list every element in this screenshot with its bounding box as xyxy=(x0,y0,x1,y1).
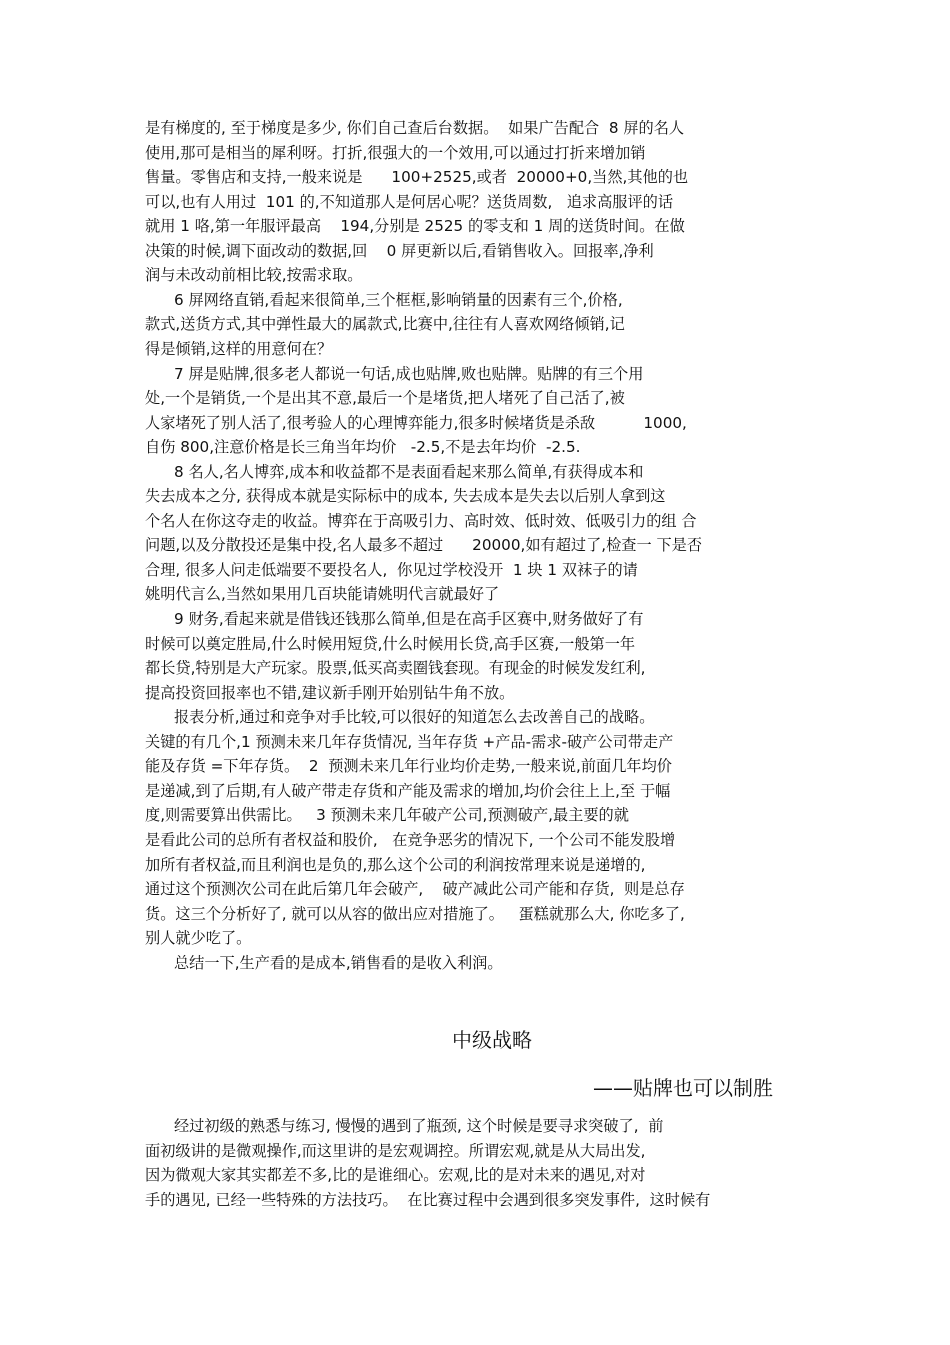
text-line: 提高投资回报率也不错,建议新手刚开始别钻牛角不放。 xyxy=(145,683,515,702)
text-line: 别人就少吃了。 xyxy=(145,929,252,948)
text-line: 姚明代言么,当然如果用几百块能请姚明代言就最好了 xyxy=(145,585,500,604)
text-line: 售量。零售店和支持,一般来说是 100+2525,或者 20000+0,当然,其他的也 xyxy=(145,168,689,187)
text-line: 款式,送货方式,其中弹性最大的属款式,比赛中,往往有人喜欢网络倾销,记 xyxy=(145,315,625,334)
text-line: 是有梯度的, 至于梯度是多少, 你们自己查后台数据。 如果广告配合 8 屏的名人 xyxy=(145,119,685,137)
text-line: 报表分析,通过和竞争对手比较,可以很好的知道怎么去改善自己的战略。 xyxy=(145,708,655,727)
section-subtitle: ——贴牌也可以制胜 xyxy=(593,1076,773,1100)
text-line: 因为微观大家其实都差不多,比的是谁细心。宏观,比的是对未来的遇见,对对 xyxy=(145,1166,646,1184)
text-line: 关键的有几个,1 预测未来几年存货情况, 当年存货 +产品-需求-破产公司带走产 xyxy=(145,732,674,751)
text-line: 8 名人,名人博弈,成本和收益都不是表面看起来那么简单,有获得成本和 xyxy=(145,462,644,481)
text-line: 个名人在你这夺走的收益。博弈在于高吸引力、高时效、低时效、低吸引力的组 合 xyxy=(145,511,697,530)
text-line: 经过初级的熟悉与练习, 慢慢的遇到了瓶颈, 这个时候是要寻求突破了, 前 xyxy=(145,1117,664,1135)
text-line: 都长贷,特别是大产玩家。股票,低买高卖圈钱套现。有现金的时候发发红利, xyxy=(145,659,646,678)
text-line: 6 屏网络直销,看起来很简单,三个框框,影响销量的因素有三个,价格, xyxy=(145,290,623,309)
text-line: 润与未改动前相比较,按需求取。 xyxy=(145,266,363,285)
text-line: 处,一个是销货,一个是出其不意,最后一个是堵货,把人堵死了自己活了,被 xyxy=(145,389,625,408)
text-line: 时候可以奠定胜局,什么时候用短贷,什么时候用长贷,高手区赛,一般第一年 xyxy=(145,634,636,653)
text-line: 得是倾销,这样的用意何在？ xyxy=(145,339,333,358)
text-line: 是递减,到了后期,有人破产带走存货和产能及需求的增加,均价会往上上,至 于幅 xyxy=(145,781,671,800)
text-line: 能及存货 =下年存货。 2 预测未来几年行业均价走势,一般来说,前面几年均价 xyxy=(145,757,672,776)
text-line: 总结一下,生产看的是成本,销售看的是收入利润。 xyxy=(145,953,503,972)
text-line: 度,则需要算出供需比。 3 预测未来几年破产公司,预测破产,最主要的就 xyxy=(145,806,629,825)
text-line: 人家堵死了别人活了,很考验人的心理博弈能力,很多时候堵货是杀敌 1000, xyxy=(145,413,687,432)
section-title: 中级战略 xyxy=(452,1028,532,1052)
text-line: 货。这三个分析好了, 就可以从容的做出应对措施了。 蛋糕就那么大, 你吃多了, xyxy=(145,904,685,923)
text-line: 合理, 很多人问走低端要不要投名人, 你见过学校没开 1 块 1 双袜子的请 xyxy=(145,560,638,579)
text-line: 可以,也有人用过 101 的,不知道那人是何居心呢？送货周数, 追求高服评的话 xyxy=(145,192,674,211)
text-line: 使用,那可是相当的犀利呀。打折,很强大的一个效用,可以通过打折来增加销 xyxy=(145,143,646,162)
text-line: 是看此公司的总所有者权益和股价, 在竞争恶劣的情况下, 一个公司不能发股增 xyxy=(145,830,676,849)
text-line: 就用 1 咯,第一年服评最高 194,分别是 2525 的零支和 1 周的送货时间。在做 xyxy=(145,217,685,236)
text-line: 通过这个预测次公司在此后第几年会破产, 破产减此公司产能和存货, 则是总存 xyxy=(145,880,685,899)
text-line: 加所有者权益,而且利润也是负的,那么这个公司的利润按常理来说是递增的, xyxy=(145,855,646,874)
text-line: 面初级讲的是微观操作,而这里讲的是宏观调控。所谓宏观,就是从大局出发, xyxy=(145,1141,646,1160)
text-line: 决策的时候,调下面改动的数据,回 0 屏更新以后,看销售收入。回报率,净利 xyxy=(145,241,654,260)
text-line: 手的遇见, 已经一些特殊的方法技巧。 在比赛过程中会遇到很多突发事件, 这时候有 xyxy=(145,1190,711,1209)
text-line: 自伤 800,注意价格是长三角当年均价 -2.5,不是去年均价 -2.5. xyxy=(145,438,581,457)
text-line: 7 屏是贴牌,很多老人都说一句话,成也贴牌,败也贴牌。贴牌的有三个用 xyxy=(145,364,644,383)
text-line: 问题,以及分散投还是集中投,名人最多不超过 20000,如有超过了,检查一 下是否 xyxy=(145,536,703,555)
text-line: 9 财务,看起来就是借钱还钱那么简单,但是在高手区赛中,财务做好了有 xyxy=(145,610,644,628)
text-line: 失去成本之分, 获得成本就是实际标中的成本, 失去成本是失去以后别人拿到这 xyxy=(145,487,666,506)
